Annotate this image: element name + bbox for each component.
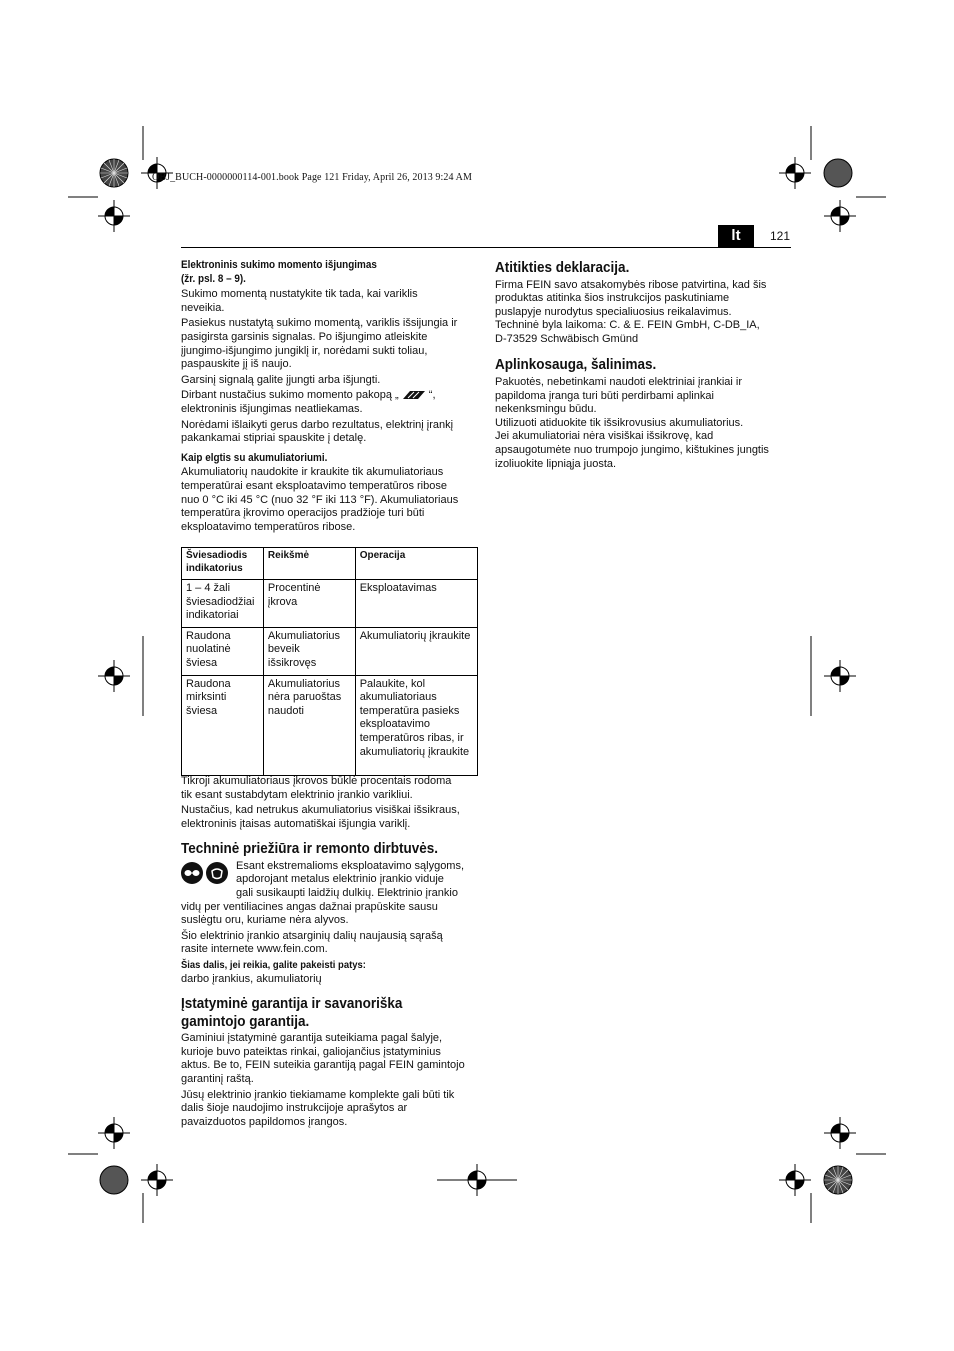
- paragraph-line: Tikroji akumuliatoriaus įkrovos būklė procentais rodoma: [181, 775, 452, 787]
- subheading-replaceable-parts: Šias dalis, jei reikia, galite pakeisti patys:: [181, 959, 366, 972]
- paragraph-line: Jei akumuliatoriai nėra visiškai išsikrovę, kad: [495, 430, 714, 443]
- table-cell: Akumuliatorius beveik išsikrovęs: [263, 627, 355, 675]
- paragraph-line: D-73529 Schwäbisch Gmünd: [495, 332, 639, 345]
- paragraph-line: Pasiekus nustatytą sukimo momentą, variklis išsijungia ir: [181, 317, 458, 330]
- table-cell: 1 – 4 žali šviesadiodžiai indikatoriai: [182, 580, 264, 628]
- paragraph-text: “,: [428, 389, 436, 402]
- section-title-torque: Elektroninis sukimo momento išjungimas: [181, 259, 377, 271]
- table-header-cell: Reikšmė: [263, 548, 355, 580]
- table-cell: Raudona mirksinti šviesa: [182, 675, 264, 775]
- crop-mark-icon: [98, 1117, 130, 1149]
- paragraph-line: temperatūra įkrovimo operacijos pradžioje turi būti: [181, 507, 425, 520]
- table-cell: Eksploatavimas: [355, 580, 477, 628]
- page-number: 121: [770, 229, 791, 243]
- paragraph-line: papildoma įranga turi būti perdirbami aplinkai: [495, 389, 714, 402]
- paragraph-line: Nustačius, kad netrukus akumuliatorius visiškai išsikraus,: [181, 804, 460, 817]
- paragraph-line: elektroninis įtaisas automatiškai išjungia variklį.: [181, 817, 411, 830]
- header-rule: [181, 247, 791, 248]
- paragraph-line: Šio elektrinio įrankio atsarginių dalių naujausią sąrašą: [181, 929, 443, 942]
- language-badge: lt: [718, 225, 754, 247]
- paragraph-line: dalis šioje naudojimo instrukcijoje aprašytos ar: [181, 1102, 408, 1115]
- paragraph-line: suslėgtu oru, kuriame nėra alyvos.: [181, 914, 349, 927]
- table-row: [182, 627, 478, 675]
- table-cell: Palaukite, kol akumuliatoriaus temperatūra pasieks eksploatavimo temperatūros ribas, ir akumuliatorių įkraukite: [355, 675, 477, 775]
- paragraph-line: produktas atitinka šios instrukcijos paskutiniame: [495, 292, 730, 305]
- paragraph-line: pavaizduotos papildomos įrangos.: [181, 1115, 348, 1128]
- paragraph-line: gali susikaupti laidžių dulkių. Elektrinio įrankio: [236, 887, 458, 900]
- section-title-torque-ref: (žr. psl. 8 – 9).: [181, 272, 246, 285]
- paragraph-line: Firma FEIN savo atsakomybės ribose patvirtina, kad šis: [495, 278, 767, 291]
- table-header-cell: Šviesadiodis indikatorius: [182, 548, 264, 580]
- paragraph-line: tik esant sustabdytam elektrinio įrankio varikliui.: [181, 788, 413, 801]
- crop-mark-icon: [779, 1164, 811, 1196]
- crop-mark-icon: [824, 660, 856, 692]
- table-cell: Akumuliatorių įkraukite: [355, 627, 477, 675]
- table-row: [182, 580, 478, 628]
- paragraph-line: eksploatavimo temperatūros ribose.: [181, 520, 356, 533]
- paragraph-line: įjungimo-išjungimo jungiklį ir, norėdami sukti toliau,: [181, 344, 428, 357]
- paragraph-line: aktus. Be to, FEIN suteikia garantiją pagal FEIN gamintojo: [181, 1059, 465, 1072]
- paragraph-line: Sukimo momentą nustatykite tik tada, kai variklis: [181, 288, 418, 301]
- crop-mark-icon: [98, 660, 130, 692]
- section-title-warranty: Įstatyminė garantija ir savanoriška: [181, 995, 403, 1013]
- ppe-paragraph: [181, 860, 481, 928]
- paragraph-line: elektroninis išjungimas neatliekamas.: [181, 402, 363, 415]
- table-header-cell: Operacija: [355, 548, 477, 580]
- paragraph-line: apsaugotumėte nuo trumpojo jungimo, kištukines jungtis: [495, 443, 769, 456]
- ppe-icons: [181, 862, 233, 884]
- eye-protection-icon: [181, 862, 203, 884]
- crop-mark-icon: [824, 159, 852, 187]
- paragraph-line: temperatūrai esant eksploatavimo temperatūros ribose: [181, 479, 447, 492]
- paragraph-line: Techninė byla laikoma: C. & E. FEIN GmbH, C-DB_IA,: [495, 319, 760, 332]
- section-title-conformity: Atitikties deklaracija.: [495, 259, 630, 276]
- table-header-row: [182, 548, 478, 580]
- section-title-battery: Kaip elgtis su akumuliatoriumi.: [181, 451, 328, 464]
- dust-mask-icon: [206, 862, 228, 884]
- paragraph-line: Pakuotės, nebetinkami naudoti elektriniai įrankiai ir: [495, 375, 743, 388]
- table-row: [182, 675, 478, 775]
- right-column: [495, 259, 795, 471]
- section-title-maintenance: Techninė priežiūra ir remonto dirbtuvės.: [181, 840, 439, 858]
- crop-mark-icon: [824, 1117, 856, 1149]
- paragraph-line: puslapyje nurodytus specialiuosius reikalavimus.: [495, 305, 732, 318]
- paragraph-line: apdorojant metalus elektrinio įrankio viduje: [236, 873, 444, 886]
- paragraph-line: Jūsų elektrinio įrankio tiekiamame komplekte gali būti tik: [181, 1088, 455, 1101]
- paragraph-line: pasigirsta garsinis signalas. Po išjungimo atleiskite: [181, 330, 428, 343]
- paragraph-line: vidų per ventiliacines angas dažnai prapūskite sausu: [181, 900, 438, 913]
- crop-mark-icon: [100, 159, 128, 187]
- paragraph-line: neveikia.: [181, 301, 225, 314]
- section-title-environment: Aplinkosauga, šalinimas.: [495, 356, 657, 374]
- drill-mode-icon: [402, 390, 426, 400]
- paragraph-line: kurioje buvo pateiktas rinkai, galiojančius įstatyminius: [181, 1045, 441, 1058]
- crop-mark-icon: [779, 157, 811, 189]
- battery-led-table: [181, 547, 478, 776]
- paragraph-line: rasite internete www.fein.com.: [181, 943, 328, 956]
- paragraph-line: pakankamai stipriai spauskite į detalę.: [181, 432, 367, 445]
- table-cell: Akumuliatorius nėra paruoštas naudoti: [263, 675, 355, 775]
- crop-mark-icon: [824, 1166, 852, 1194]
- paragraph-line: Gaminiui įstatyminė garantija suteikiama pagal šalyje,: [181, 1032, 443, 1045]
- paragraph-line: Esant ekstremalioms eksploatavimo sąlygoms,: [236, 859, 465, 872]
- crop-mark-icon: [141, 1164, 173, 1196]
- crop-mark-icon: [100, 1166, 128, 1194]
- paragraph-line: nuo 0 °C iki 45 °C (nuo 32 °F iki 113 °F). Akumuliatoriaus: [181, 493, 459, 506]
- paragraph-line: darbo įrankius, akumuliatorių: [181, 972, 322, 985]
- paragraph-line-with-symbol: [181, 389, 481, 403]
- section-title-warranty-l2: gamintojo garantija.: [181, 1012, 310, 1030]
- crop-mark-icon: [824, 200, 856, 232]
- left-column-bottom: [181, 775, 481, 1129]
- crop-mark-icon: [98, 200, 130, 232]
- paragraph-line: Norėdami išlaikyti gerus darbo rezultatus, elektrinį įrankį: [181, 418, 454, 431]
- left-column-top: [181, 259, 481, 534]
- paragraph-line: nekenksmingu būdu.: [495, 403, 597, 416]
- table-cell: Procentinė įkrova: [263, 580, 355, 628]
- paragraph-line: Utilizuoti atiduokite tik išsikrovusius akumuliatorius.: [495, 416, 744, 429]
- paragraph-line: Garsinį signalą galite įjungti arba išjungti.: [181, 373, 381, 386]
- paragraph-line: izoliuokite lipniąja juosta.: [495, 457, 617, 470]
- paragraph-line: Akumuliatorių naudokite ir kraukite tik akumuliatoriaus: [181, 466, 444, 479]
- paragraph-line: paspauskite jį iš naujo.: [181, 358, 292, 371]
- paragraph-text: Dirbant nustačius sukimo momento pakopą „: [181, 389, 399, 402]
- table-cell: Raudona nuolatinė šviesa: [182, 627, 264, 675]
- paragraph-line: garantinį raštą.: [181, 1073, 254, 1085]
- print-file-header: OBJ_BUCH-0000000114-001.book Page 121 Friday, April 26, 2013 9:24 AM: [152, 172, 472, 183]
